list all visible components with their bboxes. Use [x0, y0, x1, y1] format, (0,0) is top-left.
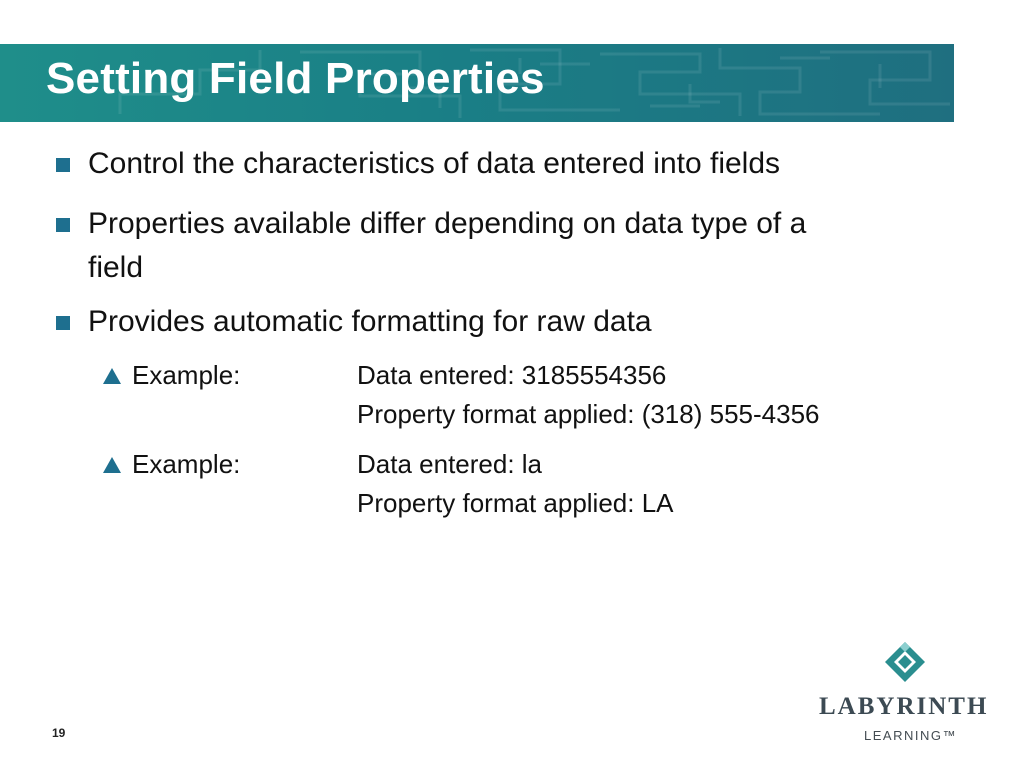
triangle-bullet-icon [103, 368, 121, 384]
bullet-item-line: Properties available differ depending on data type of a [88, 207, 807, 240]
logo-subtitle: LEARNING™ [864, 728, 957, 743]
example-data-entered: Data entered: la [357, 449, 543, 479]
example-label: Example: [132, 360, 241, 390]
logo-name: LABYRINTH [819, 693, 989, 720]
example-label: Example: [132, 449, 241, 479]
square-bullet-icon [56, 218, 70, 232]
bullet-item-line: field [88, 251, 144, 284]
slide-title: Setting Field Properties [46, 54, 545, 103]
bullet-item: Provides automatic formatting for raw data [88, 305, 652, 338]
square-bullet-icon [56, 158, 70, 172]
diamond-logo-icon [884, 641, 926, 683]
triangle-bullet-icon [103, 457, 121, 473]
bullet-item: Control the characteristics of data entered into fields [88, 147, 781, 180]
example-format-applied: Property format applied: LA [357, 488, 674, 518]
square-bullet-icon [56, 316, 70, 330]
page-number: 19 [52, 726, 66, 740]
example-data-entered: Data entered: 3185554356 [357, 360, 667, 390]
example-format-applied: Property format applied: (318) 555-4356 [357, 399, 820, 429]
